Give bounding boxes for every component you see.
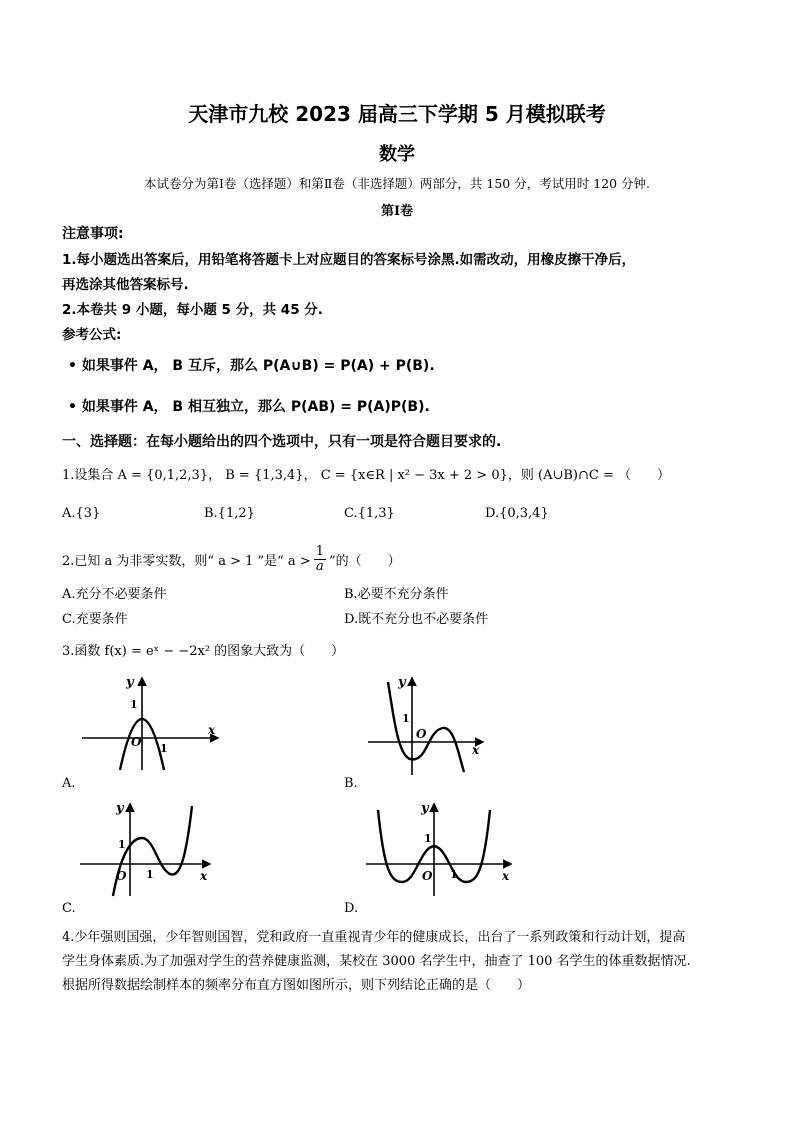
q2-option-d: D.既不充分也不必要条件 xyxy=(344,612,489,627)
q2-option-c: C.充要条件 xyxy=(62,612,128,627)
graph-c-one-label-x: 1 xyxy=(146,868,154,881)
exam-description: 本试卷分为第Ⅰ卷（选择题）和第Ⅱ卷（非选择题）两部分，共 150 分，考试用时 120 分钟. xyxy=(143,176,651,191)
graph-c-one-label: 1 xyxy=(118,838,126,851)
note-1-line-1: 1.每小题选出答案后，用铅笔将答题卡上对应题目的答案标号涂黑.如需改动，用橡皮擦干净后， xyxy=(62,252,636,268)
q1-option-c: C.{1,3} xyxy=(344,506,395,521)
graph-a-one-label: 1 xyxy=(130,698,138,711)
q2-stem-suffix: ”的（ ） xyxy=(329,553,401,569)
q3-option-d-label: D. xyxy=(344,901,359,916)
graph-c-x-label: x xyxy=(200,869,208,883)
graph-b-x-label: x xyxy=(472,743,480,757)
note-2: 2.本卷共 9 小题，每小题 5 分，共 45 分. xyxy=(62,302,323,318)
graph-d-one-label: 1 xyxy=(424,832,432,845)
q1-stem: 1.设集合 A = {0,1,2,3}， B = {1,3,4}， C = {x∈R | x² − 3x + 2 > 0}，则 (A∪B)∩C = （ ） xyxy=(62,468,670,483)
graph-d-x-label: x xyxy=(502,869,510,883)
q2-fraction-denominator: a xyxy=(315,558,324,574)
part-title: 第Ⅰ卷 xyxy=(380,204,414,219)
graph-a-one-label-x: 1 xyxy=(160,742,168,755)
graph-a-origin-label: O xyxy=(131,735,142,749)
graph-b-y-label: y xyxy=(398,675,406,690)
q2-stem-prefix: 2.已知 a 为非零实数，则“ a > 1 ”是“ a > xyxy=(62,553,311,569)
q4-line-1: 4.少年强则国强，少年智则国智，党和政府一直重视青少年的健康成长，出台了一系列政策和行动计划，提高 xyxy=(62,930,686,945)
q3-graph-a xyxy=(82,672,222,772)
graph-d-origin-label: O xyxy=(422,869,433,883)
graph-d-one-label-x: 1 xyxy=(450,868,458,881)
graph-a-y-label: y xyxy=(126,675,134,690)
formula-heading: 参考公式: xyxy=(62,327,122,343)
q3-option-b-label: B. xyxy=(344,776,358,791)
notes-heading: 注意事项: xyxy=(62,226,124,242)
formula-1: • 如果事件 A， B 互斥，那么 P(A∪B) = P(A) + P(B). xyxy=(68,358,435,374)
q1-option-d: D.{0,3,4} xyxy=(485,506,549,521)
graph-d-y-label: y xyxy=(421,801,429,816)
q1-option-a: A.{3} xyxy=(62,506,101,521)
q2-fraction xyxy=(314,545,326,573)
section-heading: 一、选择题：在每小题给出的四个选项中，只有一项是符合题目要求的. xyxy=(62,434,502,450)
q4-line-3: 根据所得数据绘制样本的频率分布直方图如图所示，则下列结论正确的是（ ） xyxy=(62,978,531,993)
subject-title: 数学 xyxy=(379,144,415,165)
q3-stem: 3.函数 f(x) = eˣ − −2x² 的图象大致为（ ） xyxy=(62,644,345,659)
graph-a-x-label: x xyxy=(208,723,216,737)
graph-b-one-label: 1 xyxy=(402,712,410,725)
q3-graph-b xyxy=(368,672,488,777)
q3-option-c-label: C. xyxy=(62,901,76,916)
q2-option-a: A.充分不必要条件 xyxy=(62,587,167,602)
q2-option-b: B.必要不充分条件 xyxy=(344,587,449,602)
q2-stem xyxy=(62,545,401,573)
graph-c-y-label: y xyxy=(116,801,124,816)
formula-2: • 如果事件 A， B 相互独立，那么 P(AB) = P(A)P(B). xyxy=(68,399,430,415)
q3-graph-d xyxy=(366,798,516,898)
q4-line-2: 学生身体素质.为了加强对学生的营养健康监测，某校在 3000 名学生中，抽查了 100 名学生的体重数据情况. xyxy=(62,954,691,969)
graph-b-origin-label: O xyxy=(416,727,427,741)
note-1-line-2: 再选涂其他答案标号. xyxy=(62,277,189,293)
q2-fraction-numerator: 1 xyxy=(315,544,324,559)
q3-graph-c xyxy=(80,798,215,898)
exam-title: 天津市九校 2023 届高三下学期 5 月模拟联考 xyxy=(188,102,606,126)
q3-option-a-label: A. xyxy=(62,776,76,791)
graph-c-origin-label: O xyxy=(116,869,127,883)
q1-option-b: B.{1,2} xyxy=(204,506,255,521)
